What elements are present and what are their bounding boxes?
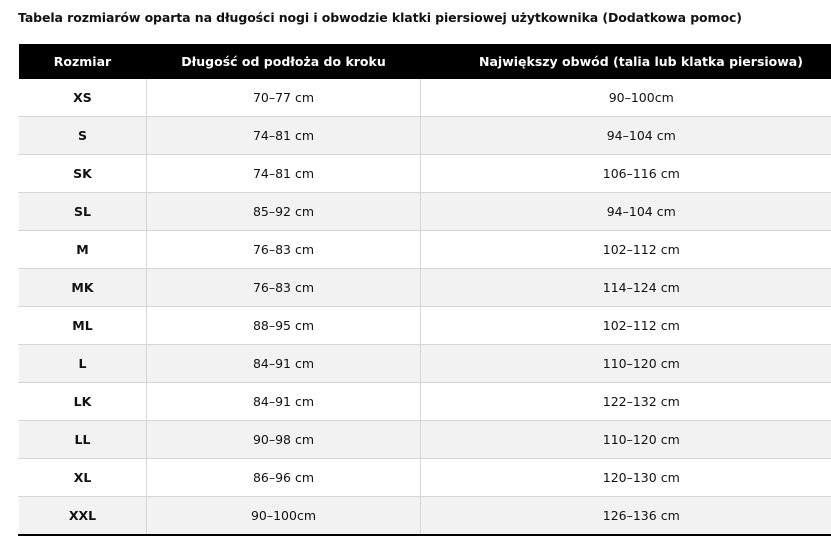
column-header-size: Rozmiar <box>19 44 147 79</box>
cell-inseam: 88–95 cm <box>147 307 421 345</box>
table-header <box>19 44 831 79</box>
cell-size: XXL <box>19 497 147 536</box>
cell-size: ML <box>19 307 147 345</box>
cell-inseam: 70–77 cm <box>147 79 421 117</box>
cell-girth: 94–104 cm <box>421 117 831 155</box>
table-row <box>19 193 831 231</box>
cell-girth: 106–116 cm <box>421 155 831 193</box>
cell-girth: 120–130 cm <box>421 459 831 497</box>
table-row <box>19 79 831 117</box>
table-row <box>19 231 831 269</box>
cell-girth: 110–120 cm <box>421 421 831 459</box>
table-row <box>19 421 831 459</box>
cell-inseam: 90–98 cm <box>147 421 421 459</box>
cell-inseam: 74–81 cm <box>147 117 421 155</box>
table-row <box>19 459 831 497</box>
column-header-inseam: Długość od podłoża do kroku <box>147 44 421 79</box>
cell-girth: 90–100cm <box>421 79 831 117</box>
table-row <box>19 155 831 193</box>
table-header-row <box>19 44 831 79</box>
cell-size: XS <box>19 79 147 117</box>
table-row <box>19 383 831 421</box>
page-title: Tabela rozmiarów oparta na długości nogi i obwodzie klatki piersiowej użytkownika (Dodatkowa pomoc) <box>18 10 742 25</box>
cell-girth: 102–112 cm <box>421 231 831 269</box>
table-row <box>19 307 831 345</box>
table-row <box>19 497 831 536</box>
cell-size: L <box>19 345 147 383</box>
cell-girth: 126–136 cm <box>421 497 831 536</box>
cell-size: M <box>19 231 147 269</box>
cell-inseam: 90–100cm <box>147 497 421 536</box>
cell-girth: 122–132 cm <box>421 383 831 421</box>
cell-inseam: 85–92 cm <box>147 193 421 231</box>
cell-size: MK <box>19 269 147 307</box>
cell-inseam: 76–83 cm <box>147 231 421 269</box>
column-header-girth: Największy obwód (talia lub klatka piersiowa) <box>421 44 831 79</box>
cell-girth: 114–124 cm <box>421 269 831 307</box>
cell-inseam: 86–96 cm <box>147 459 421 497</box>
size-table <box>18 44 831 536</box>
table-body <box>19 79 831 535</box>
cell-size: S <box>19 117 147 155</box>
cell-size: SK <box>19 155 147 193</box>
table-row <box>19 117 831 155</box>
cell-inseam: 84–91 cm <box>147 383 421 421</box>
cell-inseam: 84–91 cm <box>147 345 421 383</box>
table-row <box>19 345 831 383</box>
cell-size: LL <box>19 421 147 459</box>
cell-girth: 102–112 cm <box>421 307 831 345</box>
cell-size: SL <box>19 193 147 231</box>
table-row <box>19 269 831 307</box>
cell-inseam: 74–81 cm <box>147 155 421 193</box>
cell-size: XL <box>19 459 147 497</box>
cell-girth: 110–120 cm <box>421 345 831 383</box>
cell-size: LK <box>19 383 147 421</box>
cell-girth: 94–104 cm <box>421 193 831 231</box>
cell-inseam: 76–83 cm <box>147 269 421 307</box>
